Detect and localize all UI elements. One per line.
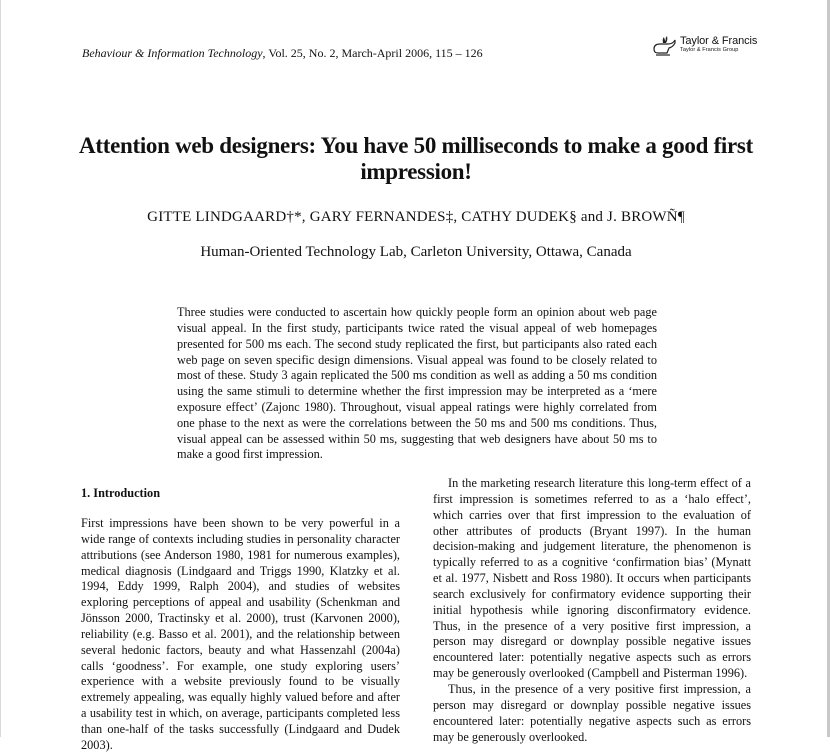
page-left-border	[0, 0, 1, 737]
positive-impression-paragraph: Thus, in the presence of a very positive first impression, a person may disregard or downplay possible negative issues encountered later: potentially negative aspects such as errors may be generously overlooked.	[433, 681, 751, 744]
running-head	[82, 46, 483, 61]
author-affiliation: Human-Oriented Technology Lab, Carleton University, Ottawa, Canada	[200, 244, 632, 260]
right-column	[433, 476, 751, 745]
abstract: Three studies were conducted to ascertain how quickly people form an opinion about web page visual appeal. In the first study, participants twice rated the visual appeal of web homepages presented for 500 ms each. The second study replicated the first, but participants also rated each web page on seven specific design dimensions. Visual appeal was found to be closely related to most of these. Study 3 again replicated the 500 ms condition as well as adding a 50 ms condition using the same stimuli to determine whether the first impression may be interpreted as a ‘mere exposure effect’ (Zajonc 1980). Throughout, visual appeal ratings were highly correlated from one phase to the next as were the correlations between the 50 ms and 500 ms conditions. Thus, visual appeal can be assessed within 50 ms, suggesting that web designers have about 50 ms to make a good first impression.	[177, 305, 657, 462]
lamp-logo-icon	[651, 34, 677, 56]
article-title: Attention web designers: You have 50 milliseconds to make a good first impression!	[79, 133, 753, 184]
introduction-paragraph: First impressions have been shown to be very powerful in a wide range of contexts including studies in personality character attributions (see Anderson 1980, 1981 for numerous examples), medical diagnosis (Lindgaard and Triggs 1990, Klatzky et al. 1994, Eddy 1999, Ralph 2004), and studies of websites exploring perceptions of appeal and usability (Schenkman and Jönsson 2000, Tractinsky et al. 2000), trust (Karvonen 2000), reliability (e.g. Basso et al. 2001), and the relationship between several hedonic factors, beauty and what Hassenzahl (2004a) calls ‘goodness’. For example, one study exploring users’ experience with a website previously found to be visually extremely appealing, was equally highly valued before and after a usability test in which, on average, participants completed less than one-half of the tasks successfully (Lindgaard and Dudek 2003).	[81, 516, 400, 752]
publisher-group: Taylor & Francis Group	[680, 47, 739, 54]
section-heading-introduction: 1. Introduction	[81, 486, 161, 500]
author-list: GITTE LINDGAARD†*, GARY FERNANDES‡, CATHY DUDEK§ and J. BROWÑ¶	[147, 209, 685, 225]
publisher-name: Taylor & Francis	[680, 35, 758, 48]
journal-name: Behaviour & Information Technology	[82, 46, 263, 60]
publisher-logo	[651, 34, 757, 56]
halo-effect-paragraph: In the marketing research literature this long-term effect of a first impression is sometimes referred to as a ‘halo effect’, which carries over that first impression to the evaluation of other attributes of products (Bryant 1997). In the human decision-making and judgement literature, the phenomenon is typically referred to as a cognitive ‘confirmation bias’ (Mynatt et al. 1977, Nisbett and Ross 1980). It occurs when participants search exclusively for confirmatory evidence supporting their initial hypothesis while ignoring disconfirmatory evidence. Thus, in the presence of a very positive first impression, a person may disregard or downplay possible negative issues encountered later: potentially negative aspects such as errors may be generously overlooked (Campbell and Pisterman 1996).	[433, 476, 751, 681]
citation-details: , Vol. 25, No. 2, March-April 2006, 115 – 126	[262, 46, 483, 60]
left-column	[81, 486, 400, 754]
publisher-text	[680, 36, 757, 54]
